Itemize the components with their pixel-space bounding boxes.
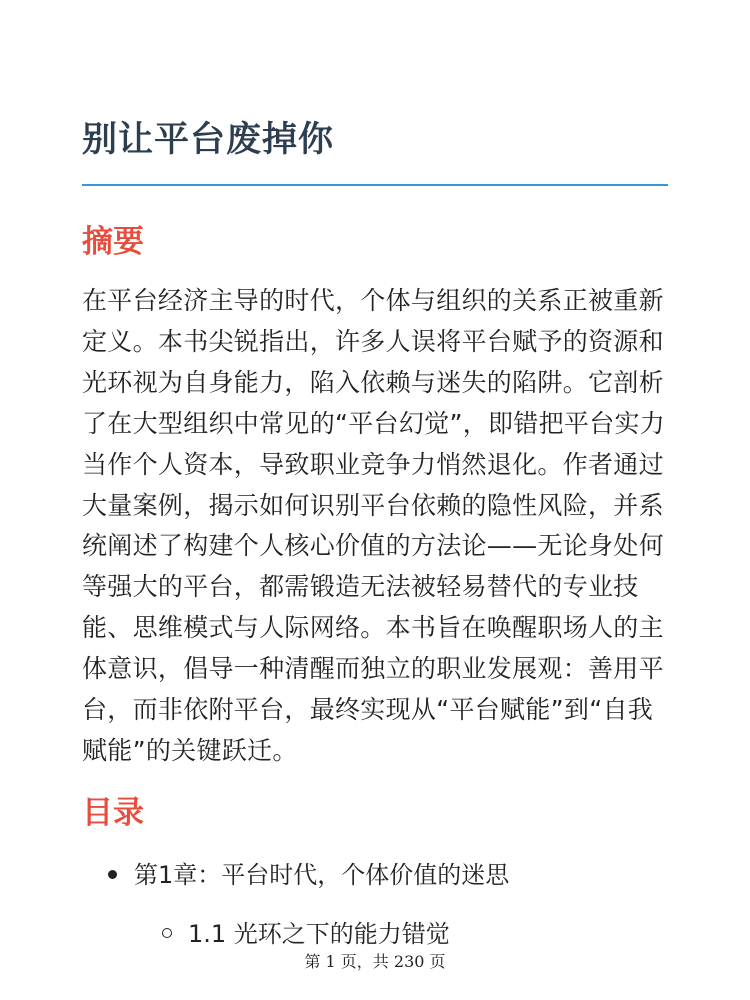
bullet-disc-icon (108, 870, 117, 879)
toc-item-label: 1.1 光环之下的能力错觉 (188, 920, 450, 948)
abstract-heading: 摘要 (82, 224, 144, 260)
toc-item-label: 第1章：平台时代，个体价值的迷思 (134, 861, 510, 889)
bullet-circle-icon (162, 928, 172, 938)
title-divider (82, 184, 668, 186)
book-title: 别让平台废掉你 (82, 120, 335, 160)
abstract-body: 在平台经济主导的时代，个体与组织的关系正被重新定义。本书尖锐指出，许多人误将平台赋予的资源和光环视为自身能力，陷入依赖与迷失的陷阱。它剖析了在大型组织中常见的“平台幻觉”，即错把平台实力当作个人资本，导致职业竞争力悄然退化。作者通过大量案例，揭示如何识别平台依赖的隐性风险，并系统阐述了构建个人核心价值的方法论——无论身处何等强大的平台，都需锻造无法被轻易替代的专业技能、思维模式与人际网络。本书旨在唤醒职场人的主体意识，倡导一种清醒而独立的职业发展观：善用平台，而非依附平台，最终实现从“平台赋能”到“自我赋能”的关键跃迁。 (82, 286, 666, 765)
page-number-footer: 第 1 页，共 230 页 (304, 952, 446, 971)
toc-item-chapter-1[interactable] (108, 858, 509, 892)
toc-item-section-1-1[interactable] (162, 917, 450, 951)
toc-heading: 目录 (82, 795, 144, 831)
